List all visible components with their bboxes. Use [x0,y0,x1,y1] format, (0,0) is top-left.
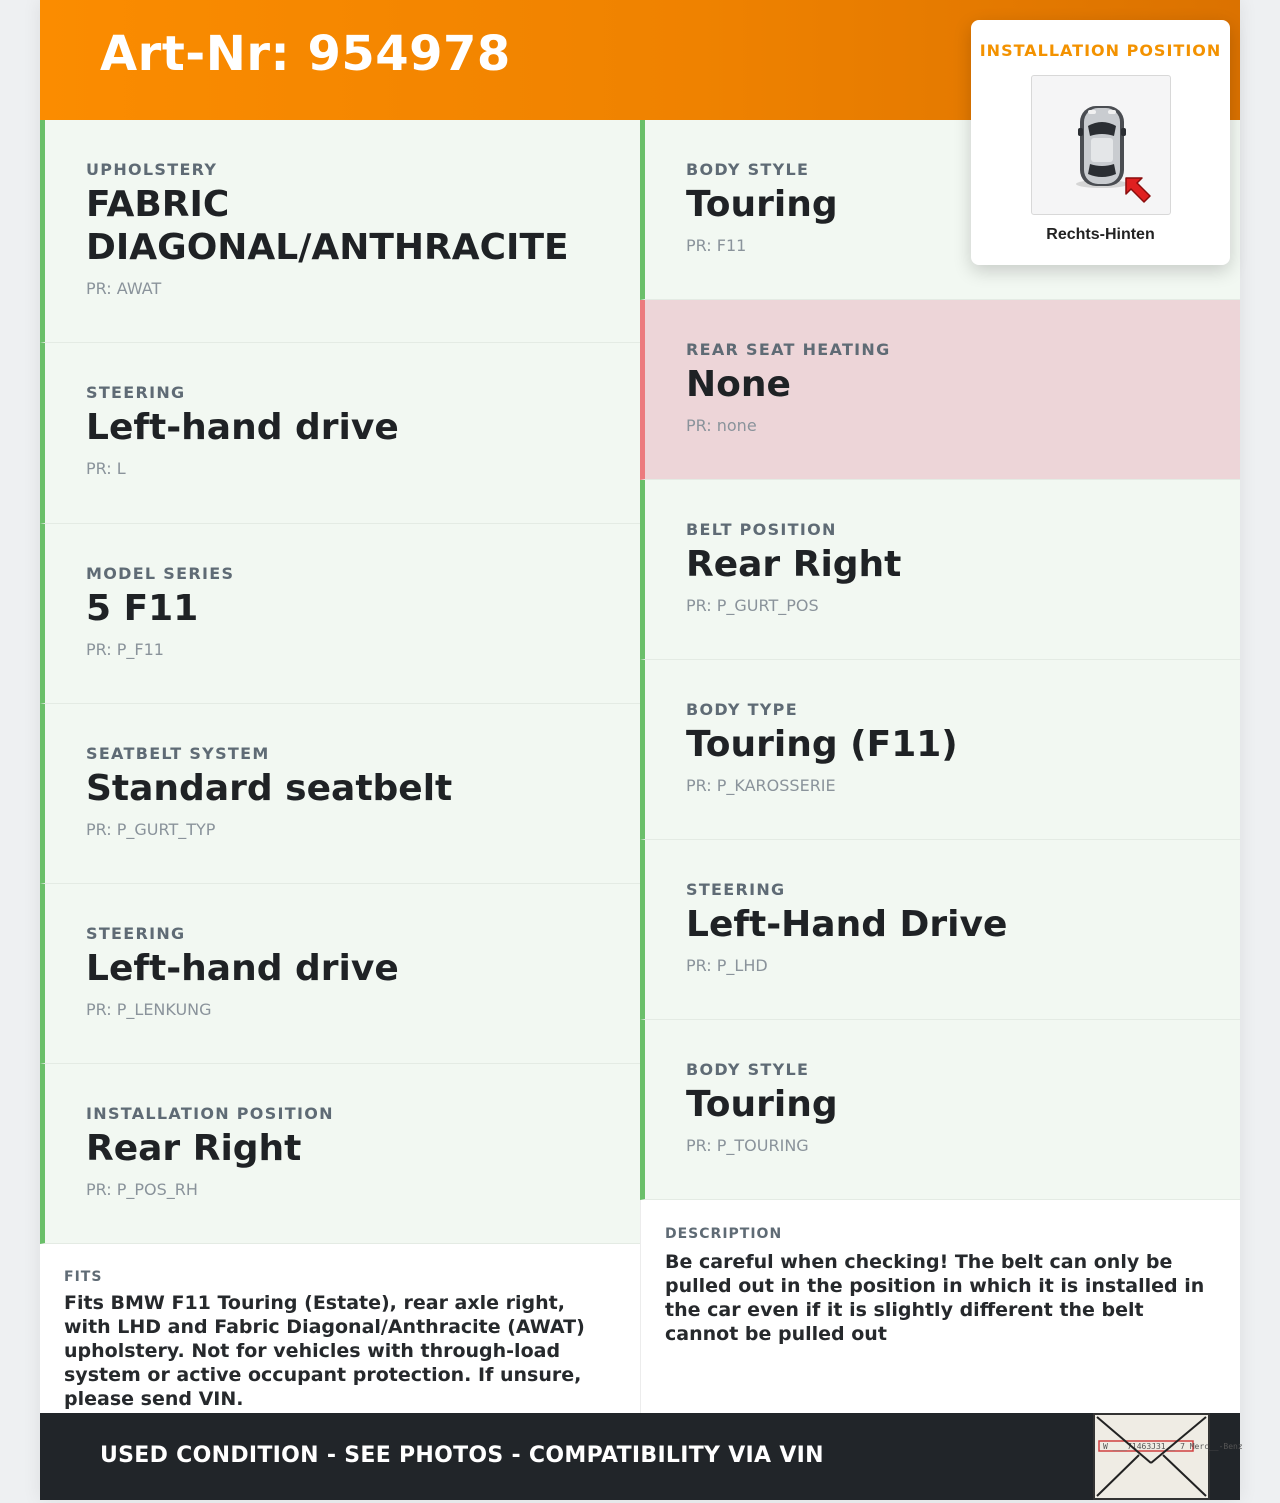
spec-pr-code: PR: P_LENKUNG [86,1000,212,1019]
fits-note [40,1244,640,1413]
spec-label: STEERING [86,924,186,943]
arrow-marker-icon [1120,170,1160,210]
installation-position-card [971,20,1230,265]
spec-label: INSTALLATION POSITION [86,1104,334,1123]
spec-value: Rear Right [86,1128,302,1169]
spec-card-rear-seat-heating [640,300,1240,480]
footer-text: USED CONDITION - SEE PHOTOS - COMPATIBILITY VIA VIN [100,1443,824,1468]
description-note [640,1200,1240,1413]
spec-card-model-series [40,524,640,704]
spec-pr-code: PR: none [686,416,757,435]
spec-label: MODEL SERIES [86,564,235,583]
spec-value: FABRIC DIAGONAL/ANTHRACITE [86,184,569,268]
spec-pr-code: PR: P_F11 [86,640,164,659]
spec-pr-code: PR: L [86,459,126,478]
spec-card-steering [40,343,640,524]
spec-pr-code: PR: P_GURT_POS [686,596,819,615]
spec-label: BODY TYPE [686,700,798,719]
spec-value: Rear Right [686,544,902,585]
spec-value: 5 F11 [86,588,199,629]
spec-label: BODY STYLE [686,1060,810,1079]
spec-label: REAR SEAT HEATING [686,340,891,359]
spec-pr-code: PR: F11 [686,236,747,255]
spec-value: None [686,364,791,405]
spec-label: BODY STYLE [686,160,810,179]
label-photo-thumbnail[interactable] [1093,1413,1243,1500]
stamp-text: W ___71463J31__ 7 Merc__-Benz [1103,1442,1243,1451]
car-diagram [1031,75,1171,215]
spec-value: Touring (F11) [686,724,958,765]
fits-label: FITS [64,1269,103,1285]
description-label: DESCRIPTION [665,1226,783,1242]
spec-card-steering-2 [40,884,640,1064]
spec-card-seatbelt-system [40,704,640,884]
spec-value: Left-Hand Drive [686,904,1008,945]
spec-value: Left-hand drive [86,948,399,989]
spec-label: SEATBELT SYSTEM [86,744,270,763]
installation-position-title: INSTALLATION POSITION [979,41,1222,60]
spec-column-right [640,120,1240,1200]
spec-pr-code: PR: AWAT [86,279,162,298]
spec-value: Touring [686,184,838,225]
spec-pr-code: PR: P_KAROSSERIE [686,776,836,795]
spec-card-upholstery [40,120,640,343]
spec-card-belt-position [640,480,1240,660]
spec-value: Left-hand drive [86,407,399,448]
label-photo-icon [1095,1415,1243,1498]
description-text: Be careful when checking! The belt can only be pulled out in the position in which it is installed in the car even if it is slightly different the belt cannot be pulled out [665,1251,1205,1345]
spec-value: Touring [686,1084,838,1125]
fits-text: Fits BMW F11 Touring (Estate), rear axle right, with LHD and Fabric Diagonal/Anthracite (AWAT) upholstery. Not for vehicles with through-load system or active occupant protection. If unsure, please send VIN. [64,1292,585,1410]
spec-label: STEERING [686,880,786,899]
footer-bar [40,1413,1243,1500]
installation-position-value: Rechts-Hinten [1046,226,1155,243]
spec-card-steering-lhd [640,840,1240,1020]
spec-label: STEERING [86,383,186,402]
spec-value: Standard seatbelt [86,768,453,809]
spec-label: UPHOLSTERY [86,160,218,179]
spec-label: BELT POSITION [686,520,837,539]
spec-card-body-style-touring [640,1020,1240,1200]
spec-pr-code: PR: P_TOURING [686,1136,809,1155]
spec-card-installation-position [40,1064,640,1244]
spec-column-left [40,120,640,1244]
spec-pr-code: PR: P_GURT_TYP [86,820,216,839]
article-number-title: Art-Nr: 954978 [100,26,511,82]
product-sheet [40,0,1243,1500]
spec-card-body-type [640,660,1240,840]
spec-pr-code: PR: P_LHD [686,956,768,975]
spec-pr-code: PR: P_POS_RH [86,1180,198,1199]
